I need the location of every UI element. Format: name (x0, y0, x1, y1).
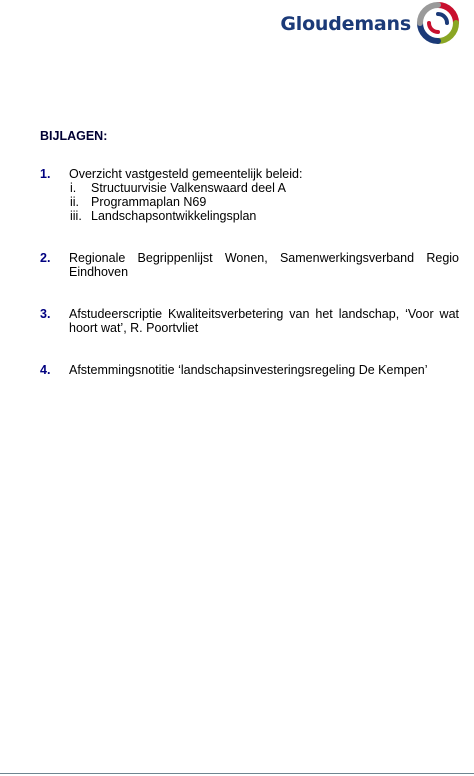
sub-item-marker-3: iii. (70, 209, 82, 223)
sub-item-text-3: Landschapsontwikkelingsplan (91, 209, 257, 223)
sub-item-text-2: Programmaplan N69 (91, 195, 207, 209)
list-item-text-2-line-1: Regionale Begrippenlijst Wonen, Samenwerkingsverband Regio (69, 251, 459, 265)
gloudemans-logo-mark-icon (416, 1, 460, 45)
footer-divider (0, 773, 474, 774)
list-item-number-3: 3. (40, 307, 51, 321)
list-item-text-3 (69, 307, 459, 335)
sub-item-marker-1: i. (70, 181, 77, 195)
company-logo (280, 0, 460, 46)
sub-item-marker-2: ii. (70, 195, 80, 209)
list-item-text-2-line-2: Eindhoven (69, 265, 129, 279)
list-item-number-4: 4. (40, 363, 51, 377)
sub-item-text-1: Structuurvisie Valkenswaard deel A (91, 181, 287, 195)
list-item-text-4: Afstemmingsnotitie ‘landschapsinvesteringsregeling De Kempen’ (69, 363, 428, 377)
list-item-text-3-line-1: Afstudeerscriptie Kwaliteitsverbetering van het landschap, ‘Voor wat (69, 307, 459, 321)
list-item-text-3-line-2: hoort wat’, R. Poortvliet (69, 321, 199, 335)
list-item-text-2 (69, 251, 459, 279)
page-title: BIJLAGEN: (40, 129, 108, 143)
list-item-number-1: 1. (40, 167, 51, 181)
list-item-text-1: Overzicht vastgesteld gemeentelijk beleid: (69, 167, 303, 181)
logo-wordmark: Gloudemans (280, 13, 411, 35)
list-item-number-2: 2. (40, 251, 51, 265)
